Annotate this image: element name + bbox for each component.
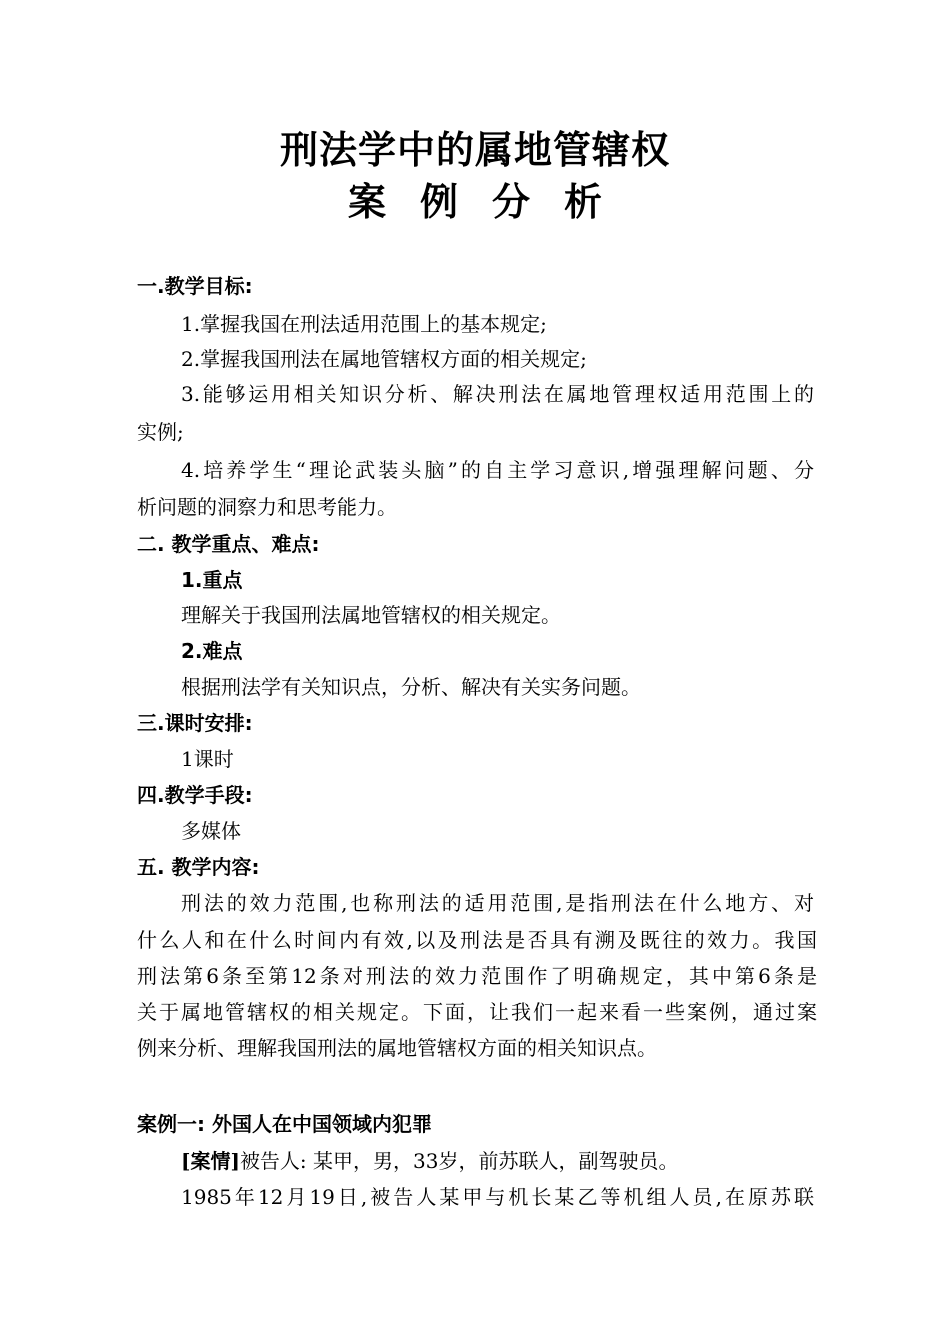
content-paragraph-line2: 什么人和在什么时间内有效,以及刑法是否具有溯及既往的效力。我国 — [137, 928, 817, 952]
schedule-text: 1课时 — [181, 747, 234, 771]
content-paragraph-line5: 例来分析、理解我国刑法的属地管辖权方面的相关知识点。 — [137, 1036, 657, 1060]
case-facts-label: [案情] — [181, 1149, 240, 1173]
content-paragraph-line4: 关于属地管辖权的相关规定。下面，让我们一起来看一些案例，通过案 — [137, 1000, 817, 1024]
subheading-key-point: 1.重点 — [181, 568, 243, 592]
document-subtitle: 案例分析 — [347, 180, 636, 224]
objective-item-4-line2: 析问题的洞察力和思考能力。 — [137, 495, 397, 519]
objective-item-3-line1: 3.能够运用相关知识分析、解决刑法在属地管理权适用范围上的 — [181, 382, 814, 406]
content-paragraph-line1: 刑法的效力范围,也称刑法的适用范围,是指刑法在什么地方、对 — [181, 891, 814, 915]
section-heading-key-points: 二. 教学重点、难点: — [137, 532, 320, 556]
objective-item-4-line1: 4.培养学生“理论武装头脑”的自主学习意识,增强理解问题、分 — [181, 458, 814, 482]
objective-item-3-line2: 实例; — [137, 420, 184, 444]
section-heading-schedule: 三.课时安排: — [137, 711, 253, 735]
difficulty-text: 根据刑法学有关知识点，分析、解决有关实务问题。 — [181, 675, 641, 699]
case-facts-line1 — [181, 1147, 861, 1175]
case-heading: 案例一: 外国人在中国领域内犯罪 — [137, 1112, 432, 1136]
objective-item-1: 1.掌握我国在刑法适用范围上的基本规定; — [181, 312, 547, 336]
section-heading-methods: 四.教学手段: — [137, 783, 253, 807]
subheading-difficulty: 2.难点 — [181, 639, 243, 663]
case-facts-text: 被告人: 某甲，男，33岁，前苏联人，副驾驶员。 — [239, 1149, 679, 1173]
content-paragraph-line3: 刑法第6条至第12条对刑法的效力范围作了明确规定，其中第6条是 — [137, 964, 817, 988]
document-title: 刑法学中的属地管辖权 — [279, 128, 670, 172]
key-point-text: 理解关于我国刑法属地管辖权的相关规定。 — [181, 603, 561, 627]
section-heading-objectives: 一.教学目标: — [137, 274, 253, 298]
methods-text: 多媒体 — [181, 819, 241, 843]
case-facts-line2: 1985年12月19日,被告人某甲与机长某乙等机组人员,在原苏联 — [181, 1185, 814, 1209]
section-heading-content: 五. 教学内容: — [137, 855, 260, 879]
objective-item-2: 2.掌握我国刑法在属地管辖权方面的相关规定; — [181, 347, 587, 371]
